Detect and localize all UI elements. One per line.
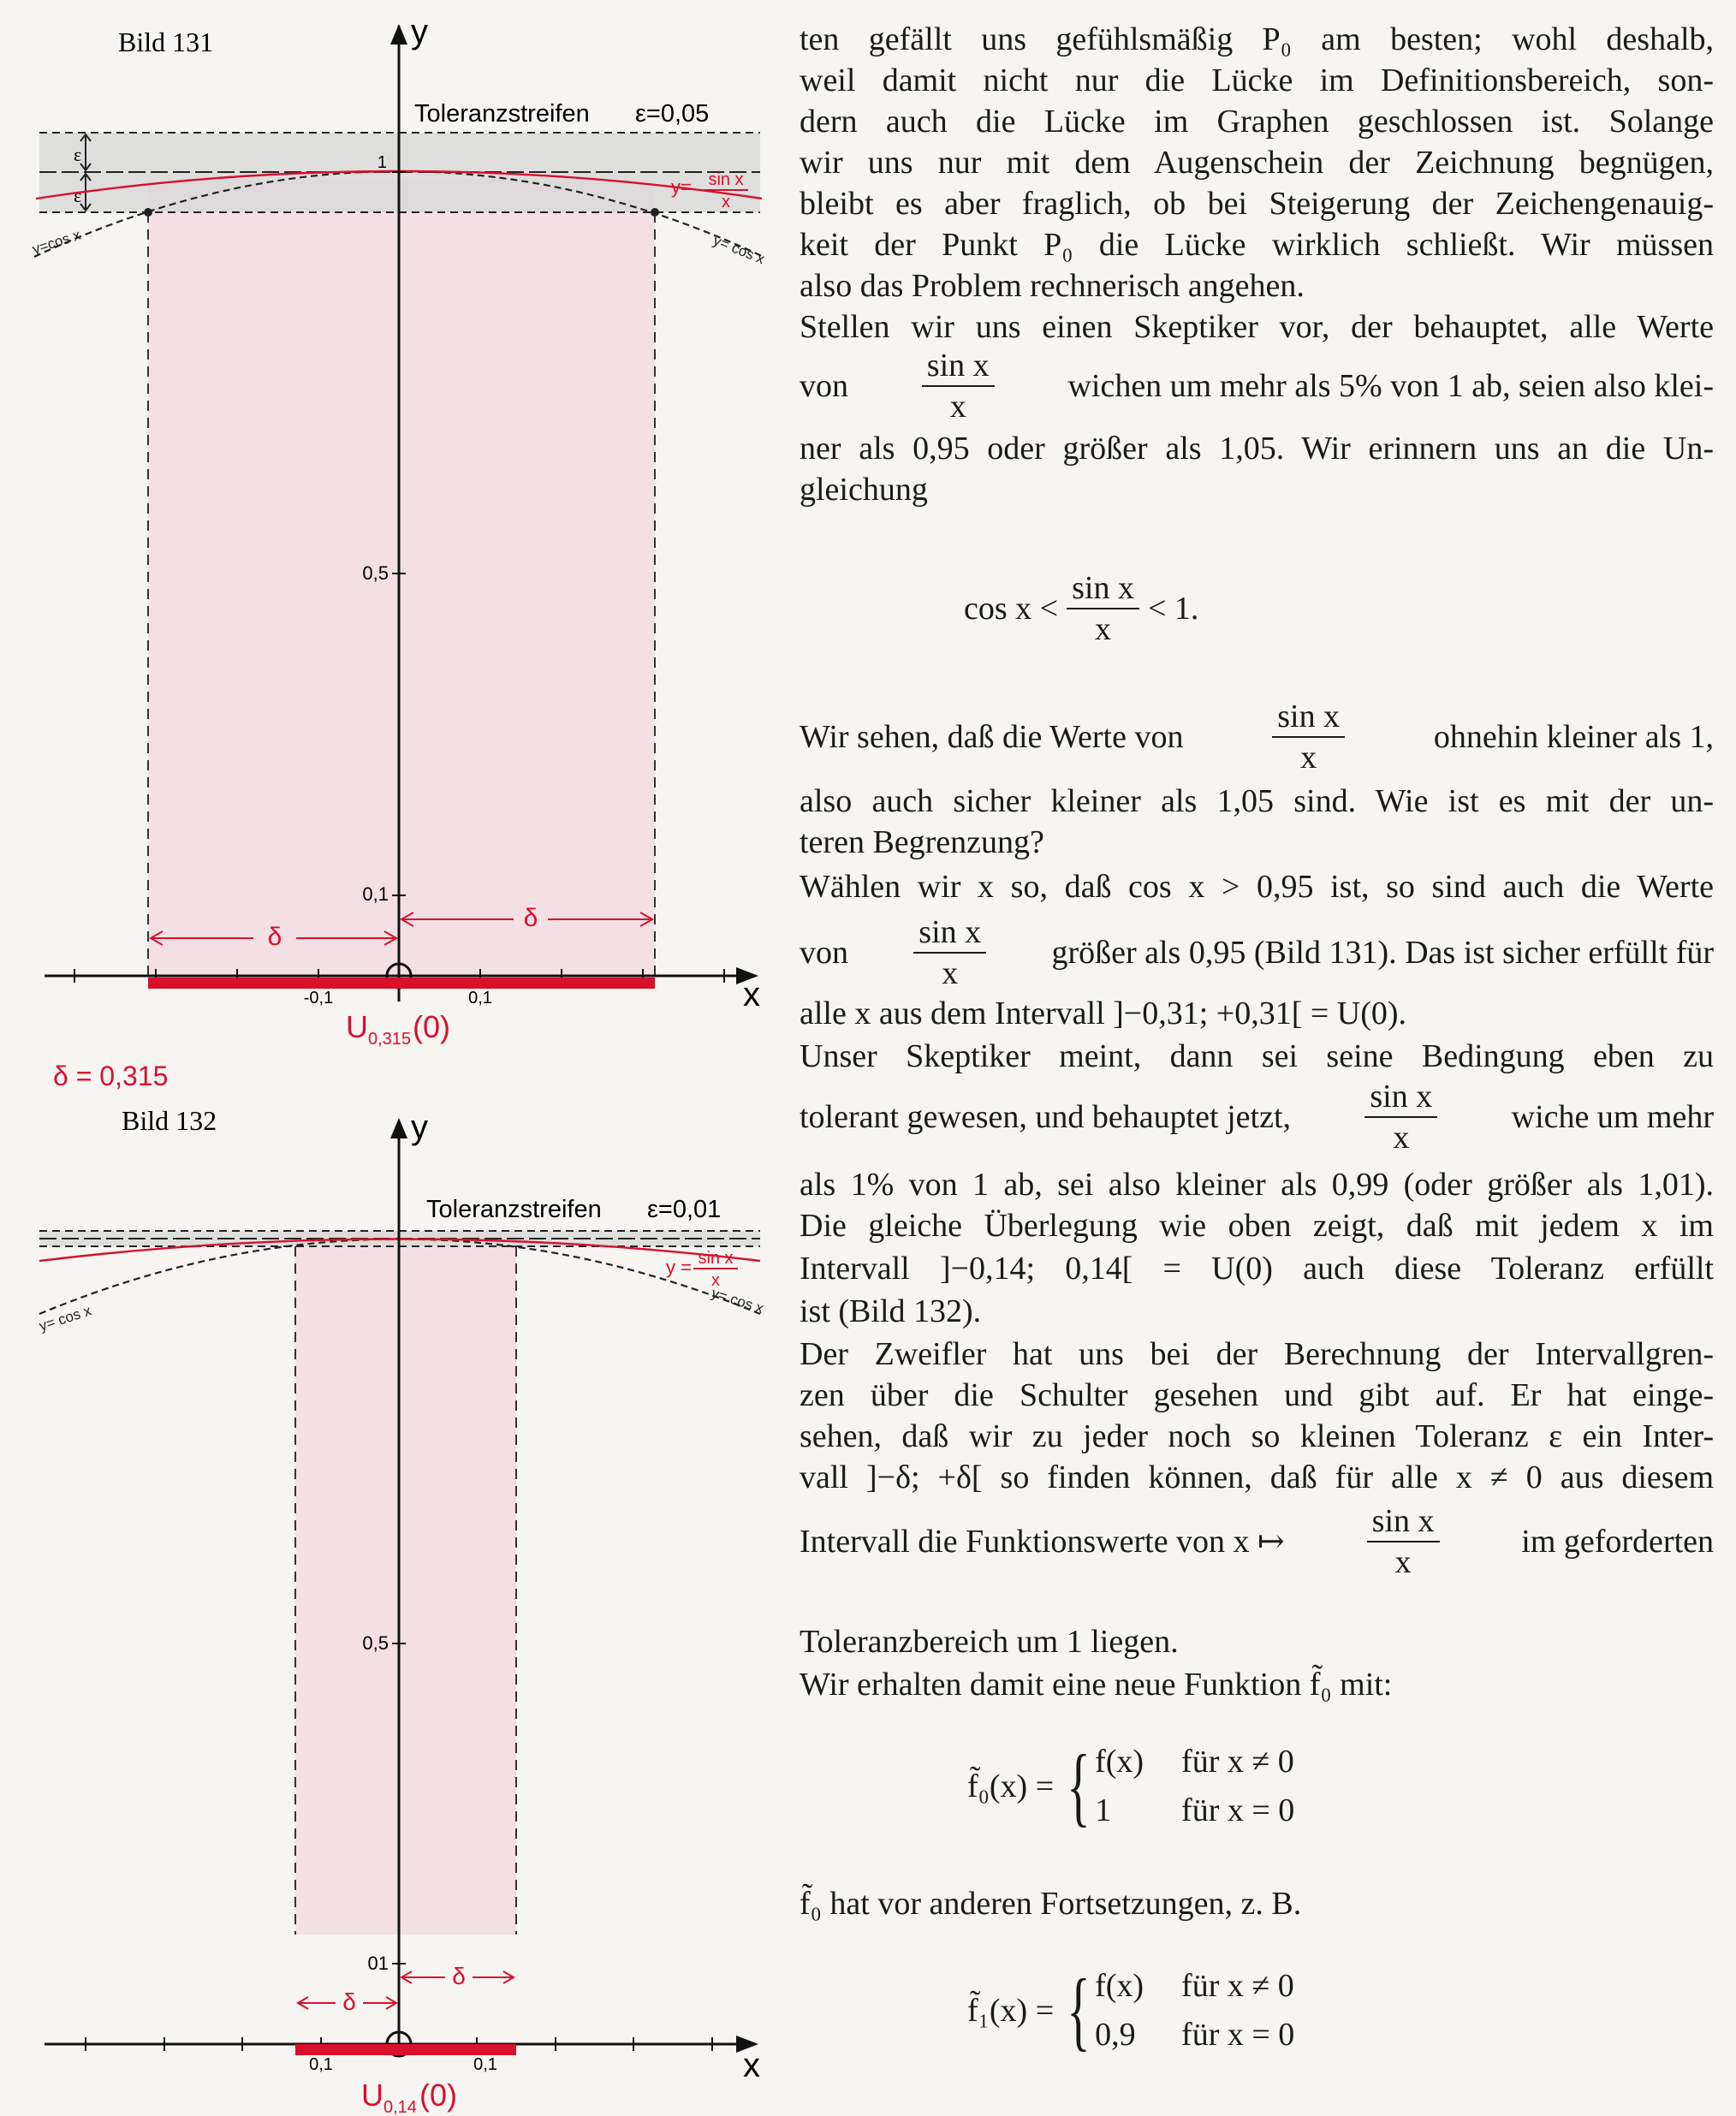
figure-132-plot [0,1087,788,2116]
epsilon-mark-lower: ε [74,185,82,206]
text-fragment: wichen um mehr als 5% von 1 ab, seien also klei- [1067,367,1714,404]
cos-label-left: y=cos x [30,226,83,258]
delta-left-label: δ [342,1988,356,2015]
tick-y-1: 1 [377,153,387,172]
neighborhood-bar [148,978,655,989]
text-line: wir uns nur mit dem Augenschein der Zeichnung begnügen, [800,145,1714,181]
figure-131 [0,0,788,1104]
text-line: teren Begrenzung? [800,824,1044,860]
tick-y-01: 01 [367,1953,389,1974]
neighborhood-label-sub: 0,14 [383,2098,417,2116]
intersection-right [651,208,659,217]
text-line: ten gefällt uns gefühlsmäßig P₀ am besten; wohl deshalb, [800,21,1714,57]
tick-y-05: 0,5 [362,1632,389,1654]
text-line-fraction: von $\frac{\text{sin x}}{x}$ größer als 0,95 (Bild 131). Das ist sicher erfüllt für [800,914,1714,991]
figure-132 [0,1087,788,2116]
text-line: also auch sicher kleiner als 1,05 sind. Wie ist es mit der un- [800,783,1714,819]
neighborhood-label-U: U [346,1009,368,1044]
inequality-formula: cos x < $\frac{\text{sin x}}{x}$ < 1. [964,570,1199,647]
sinc-label-num: sin x [708,170,744,189]
tick-y-05: 0,5 [362,562,389,584]
text-line: bleibt es aber fraglich, ob bei Steigerung der Zeichengenauig- [800,186,1714,222]
text-line: als 1% von 1 ab, sei also kleiner als 0,99 (oder größer als 1,01). [800,1167,1714,1203]
f0-definition: f̃₀(x) = { f(x) für x ≠ 0 1 für x = 0 [967,1737,1295,1835]
delta-right-label: δ [523,904,538,932]
text-line: sehen, daß wir zu jeder noch so kleinen Toleranz ε ein Inter- [800,1418,1714,1454]
delta-right-label: δ [452,1963,466,1989]
epsilon-mark-upper: ε [74,144,82,165]
tick-y-01: 0,1 [362,883,389,905]
tolerance-label: Toleranzstreifen [426,1196,602,1223]
y-axis-label: y [411,1109,428,1146]
text-line: Der Zweifler hat uns bei der Berechnung der Intervallgren- [800,1336,1714,1372]
text-line: dern auch die Lücke im Graphen geschlossen ist. Solange [800,104,1714,140]
neighborhood-bar [295,2044,516,2055]
x-axis-label: x [743,976,760,1013]
text-line: alle x aus dem Intervall ]−0,31; +0,31[ = U(0). [800,996,1407,1031]
text-line: Toleranzbereich um 1 liegen. [800,1624,1179,1660]
text-line: Wählen wir x so, daß cos x > 0,95 ist, so sind auch die Werte [800,869,1714,905]
cos-label-left: y= cos x [37,1302,94,1334]
text-line: gleichung [800,472,928,508]
text-line-fraction: tolerant gewesen, und behauptet jetzt, $\frac{\text{sin x}}{x}$ wiche um mehr [800,1079,1714,1156]
intersection-left [144,208,152,217]
delta-value: δ = 0,315 [53,1061,169,1091]
text-line-fraction: Intervall die Funktionswerte von x ↦ $\frac{\text{sin x}}{x}$ im geforderten [800,1503,1714,1580]
neighborhood-label-sub: 0,315 [368,1030,412,1049]
sinc-label-num: sin x [698,1249,734,1268]
y-axis-label: y [411,13,428,51]
text-line: Stellen wir uns einen Skeptiker vor, der behauptet, alle Werte [800,309,1714,345]
text-line: weil damit nicht nur die Lücke im Definitionsbereich, son- [800,62,1714,98]
cos-label-right: y= cos x [709,1284,766,1317]
text-line: Die gleiche Überlegung wie oben zeigt, daß mit jedem x im [800,1208,1714,1244]
tick-x-pos: 0,1 [468,989,492,1007]
epsilon-label: ε=0,05 [635,100,710,128]
f1-definition: f̃₁(x) = { f(x) für x ≠ 0 0,9 für x = 0 [967,1961,1295,2060]
text-line: ist (Bild 132). [800,1293,982,1329]
neighborhood-label-U: U [361,2077,383,2113]
delta-left-label: δ [267,923,282,951]
tolerance-label: Toleranzstreifen [414,100,590,128]
text-line: Wir erhalten damit eine neue Funktion f̃₀ mit: [800,1667,1393,1703]
text-line: vall ]−δ; +δ[ so finden können, daß für alle x ≠ 0 aus diesem [800,1459,1714,1495]
cos-label-right: y= cos x [710,232,767,268]
text-line: Intervall ]−0,14; 0,14[ = U(0) auch diese Toleranz erfüllt [800,1251,1714,1287]
sinc-label-y: y = [666,1257,692,1278]
tick-x-neg: 0,1 [309,2055,333,2074]
text-fragment: von [800,367,848,404]
text-line: keit der Punkt P₀ die Lücke wirklich schließt. Wir müssen [800,227,1714,263]
figure-caption: Bild 131 [118,27,214,57]
tick-x-neg: -0,1 [303,989,334,1007]
tick-x-pos: 0,1 [473,2055,497,2074]
sinc-label-den: x [722,193,730,211]
figure-caption: Bild 132 [122,1105,217,1136]
text-line-fraction [800,349,1714,423]
sinc-label-y: y= [671,176,692,198]
text-line: Unser Skeptiker meint, dann sei seine Bedingung eben zu [800,1038,1714,1074]
neighborhood-label-arg: (0) [419,2077,457,2113]
text-line: also das Problem rechnerisch angehen. [800,268,1305,304]
figure-131-plot [0,0,788,1104]
x-axis-label: x [743,2047,760,2084]
text-line-fraction: Wir sehen, daß die Werte von $\frac{\text{sin x}}{x}$ ohnehin kleiner als 1, [800,698,1714,776]
epsilon-label: ε=0,01 [647,1196,722,1223]
text-line: ner als 0,95 oder größer als 1,05. Wir erinnern uns an die Un- [800,431,1714,467]
text-line: zen über die Schulter gesehen und gibt auf. Er hat einge- [800,1377,1714,1413]
neighborhood-shading [148,180,655,978]
fraction-sinx-over-x: $\frac{\text{sin x}}{x}$ [922,349,995,423]
neighborhood-shading [295,1231,516,1935]
text-line: f̃₀ hat vor anderen Fortsetzungen, z. B. [800,1886,1302,1922]
sinc-label-den: x [711,1271,720,1290]
neighborhood-label-arg: (0) [413,1009,450,1044]
